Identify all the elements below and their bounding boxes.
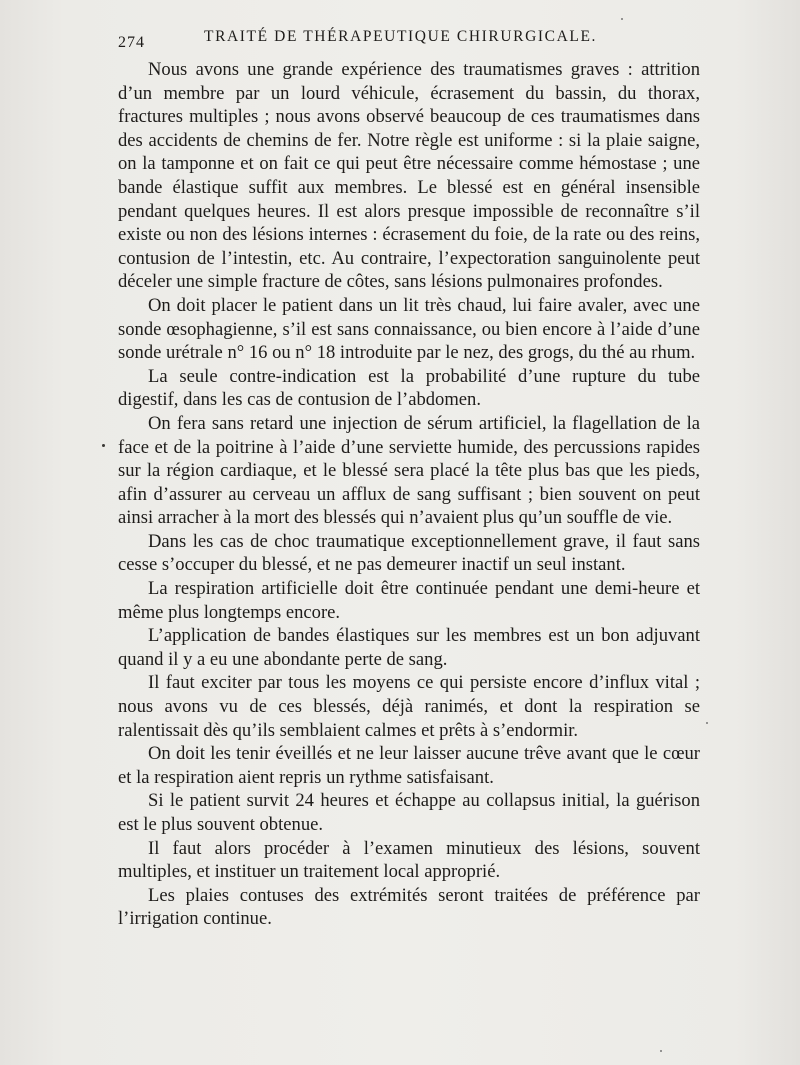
- paragraph: La seule contre-indication est la probabilité d’une rupture du tube digestif, dans les cas de contusion de l’abdomen.: [118, 365, 700, 411]
- paragraph: Les plaies contuses des extrémités seront traitées de préférence par l’irrigation continue.: [118, 884, 700, 930]
- paper-speck: [660, 1050, 662, 1052]
- paragraph: La respiration artificielle doit être continuée pendant une demi-heure et même plus longtemps encore.: [118, 578, 700, 623]
- page-number: 274: [118, 34, 145, 51]
- paragraph: Nous avons une grande expérience des traumatismes graves : attrition d’un membre par un lourd véhicule, écrasement du bassin, du thorax, fractures multiples ; nous avons observé beaucoup de ces traumatismes dans des accidents de chemins de fer. Notre règle est uniforme : si la plaie saigne, on la tamponne et on fait ce qui peut être nécessaire comme hémostase ; une bande élastique suffit aux membres. Le blessé est en général insensible pendant quelques heures. Il est alors presque impossible de reconnaître s’il existe ou non des lésions internes : écrasement du foie, de la rate ou des reins, contusion de l’intestin, etc. Au contraire, l’expectoration sanguinolente peut déceler une simple fracture de côtes, sans lésions pulmonaires profondes.: [118, 59, 700, 293]
- paragraph: Dans les cas de choc traumatique exceptionnellement grave, il faut sans cesse s’occuper du blessé, et ne pas demeurer inactif un seul instant.: [118, 530, 700, 576]
- paragraph: L’application de bandes élastiques sur les membres est un bon adjuvant quand il y a eu une abondante perte de sang.: [118, 625, 700, 670]
- running-title: TRAITÉ DE THÉRAPEUTIQUE CHIRURGICALE.: [204, 28, 597, 45]
- paper-speck: [621, 18, 623, 20]
- margin-mark: [102, 444, 105, 447]
- paper-speck: [706, 722, 708, 724]
- paragraph: Si le patient survit 24 heures et échappe au collapsus initial, la guérison est le plus souvent obtenue.: [118, 790, 700, 835]
- paragraph: On doit les tenir éveillés et ne leur laisser aucune trêve avant que le cœur et la respiration aient repris un rythme satisfaisant.: [118, 743, 700, 788]
- paragraph: Il faut alors procéder à l’examen minutieux des lésions, souvent multiples, et instituer un traitement local approprié.: [118, 837, 700, 883]
- paragraph: On doit placer le patient dans un lit très chaud, lui faire avaler, avec une sonde œsophagienne, s’il est sans connaissance, ou bien encore à l’aide d’une sonde urétrale n° 16 ou n° 18 introduite par le nez, des grogs, du thé au rhum.: [118, 294, 700, 364]
- body-text: [118, 58, 700, 931]
- page-header: [118, 24, 708, 54]
- paragraph: Il faut exciter par tous les moyens ce qui persiste encore d’influx vital ; nous avons vu de ces blessés, déjà ranimés, et dont la respiration se ralentissait dès qu’ils semblaient calmes et prêts à s’endormir.: [118, 672, 700, 741]
- paragraph: On fera sans retard une injection de sérum artificiel, la flagellation de la face et de la poitrine à l’aide d’une serviette humide, des percussions rapides sur la région cardiaque, et le blessé sera placé la tête plus bas que les pieds, afin d’assurer au cerveau un afflux de sang suffisant ; bien souvent on peut ainsi arracher à la mort des blessés qui n’avaient plus qu’un souffle de vie.: [118, 412, 700, 529]
